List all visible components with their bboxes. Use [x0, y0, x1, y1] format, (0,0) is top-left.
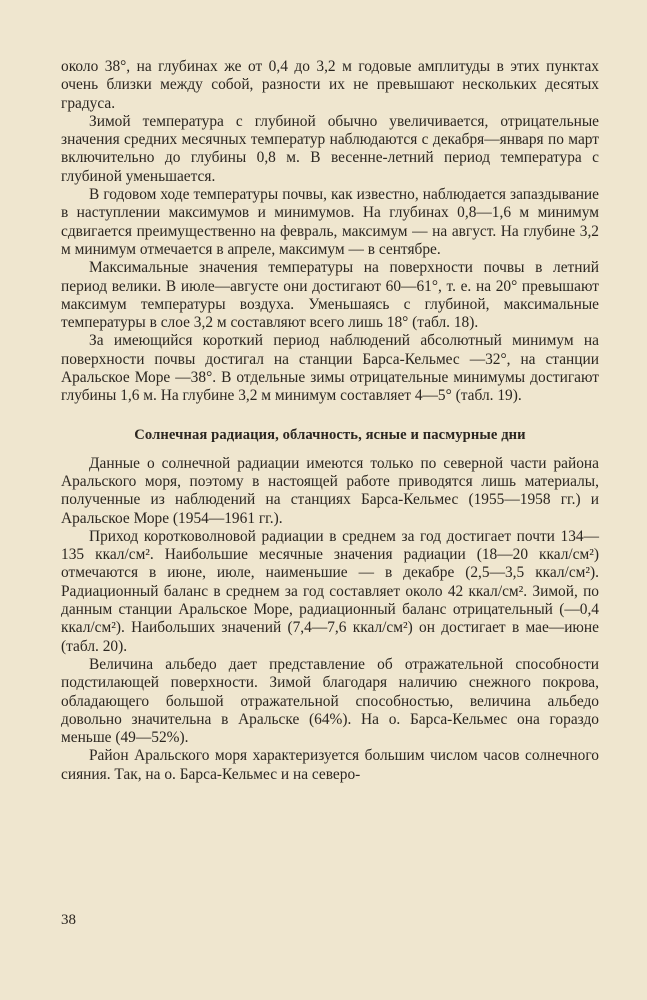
paragraph-absolute-minimum: За имеющийся короткий период наблюдений абсолютный минимум на поверхности почвы достигал на станции Барса-Кельмес —32°, на станции Аральское Море —38°. В отдельные зимы отрицательные минимумы достигают глубины 1,6 м. На глубине 3,2 м минимум составляет 4—5° (табл. 19). — [61, 332, 599, 405]
paragraph-maximum-values: Максимальные значения температуры на поверхности почвы в летний период велики. В июле—августе они достигают 60—61°, т. е. на 20° превышают максимум температуры воздуха. Уменьшаясь с глубиной, максимальные температуры в слое 3,2 м составляют всего лишь 18° (табл. 18). — [61, 259, 599, 332]
page-number: 38 — [61, 912, 76, 928]
paragraph-radiation-data: Данные о солнечной радиации имеются только по северной части района Аральского моря, поэтому в настоящей работе приводятся лишь материалы, полученные из наблюдений на станциях Барса-Кельмес (1955—1958 гг.) и Аральское Море (1954—1961 гг.). — [61, 454, 599, 527]
paragraph-annual-course: В годовом ходе температуры почвы, как известно, наблюдается запаздывание в наступлении максимумов и минимумов. На глубинах 0,8—1,6 м минимум сдвигается преимущественно на февраль, максимум — на август. На глубине 3,2 м минимум отмечается в апреле, максимум — в сентябре. — [61, 186, 599, 258]
paragraph-sunshine: Район Аральского моря характеризуется большим числом часов солнечного сияния. Так, на о. Барса-Кельмес и на северо- — [61, 747, 599, 783]
section-heading: Солнечная радиация, облачность, ясные и пасмурные дни — [134, 426, 526, 443]
paragraph-continuation: около 38°, на глубинах же от 0,4 до 3,2 м годовые амплитуды в этих пунктах очень близки между собой, разности их не превышают нескольких десятых градуса. — [61, 58, 599, 112]
text-block-top — [61, 58, 599, 406]
paragraph-shortwave-radiation: Приход коротковолновой радиации в среднем за год достигает почти 134—135 ккал/см². Наибольшие месячные значения радиации (18—20 ккал/см²) отмечаются в июне, июле, наименьшие — в декабре (2,5—3,5 ккал/см²). Радиационный баланс в среднем за год составляет около 42 ккал/см². Зимой, по данным станции Аральское Море, радиационный баланс отрицательный (—0,4 ккал/см²). Наибольших значений (7,4—7,6 ккал/см²) он достигает в мае—июне (табл. 20). — [61, 527, 599, 655]
paragraph-albedo: Величина альбедо дает представление об отражательной способности подстилающей поверхности. Зимой благодаря наличию снежного покрова, обладающего большой отражательной способностью, величина альбедо довольно значительна в Аральске (64%). На о. Барса-Кельмес она гораздо меньше (49—52%). — [61, 655, 599, 747]
text-block-bottom — [61, 455, 599, 784]
paragraph-winter-temperature: Зимой температура с глубиной обычно увеличивается, отрицательные значения средних месячных температур наблюдаются с декабря—января по март включительно до глубины 0,8 м. В весенне-летний период температура с глубиной уменьшается. — [61, 112, 599, 185]
